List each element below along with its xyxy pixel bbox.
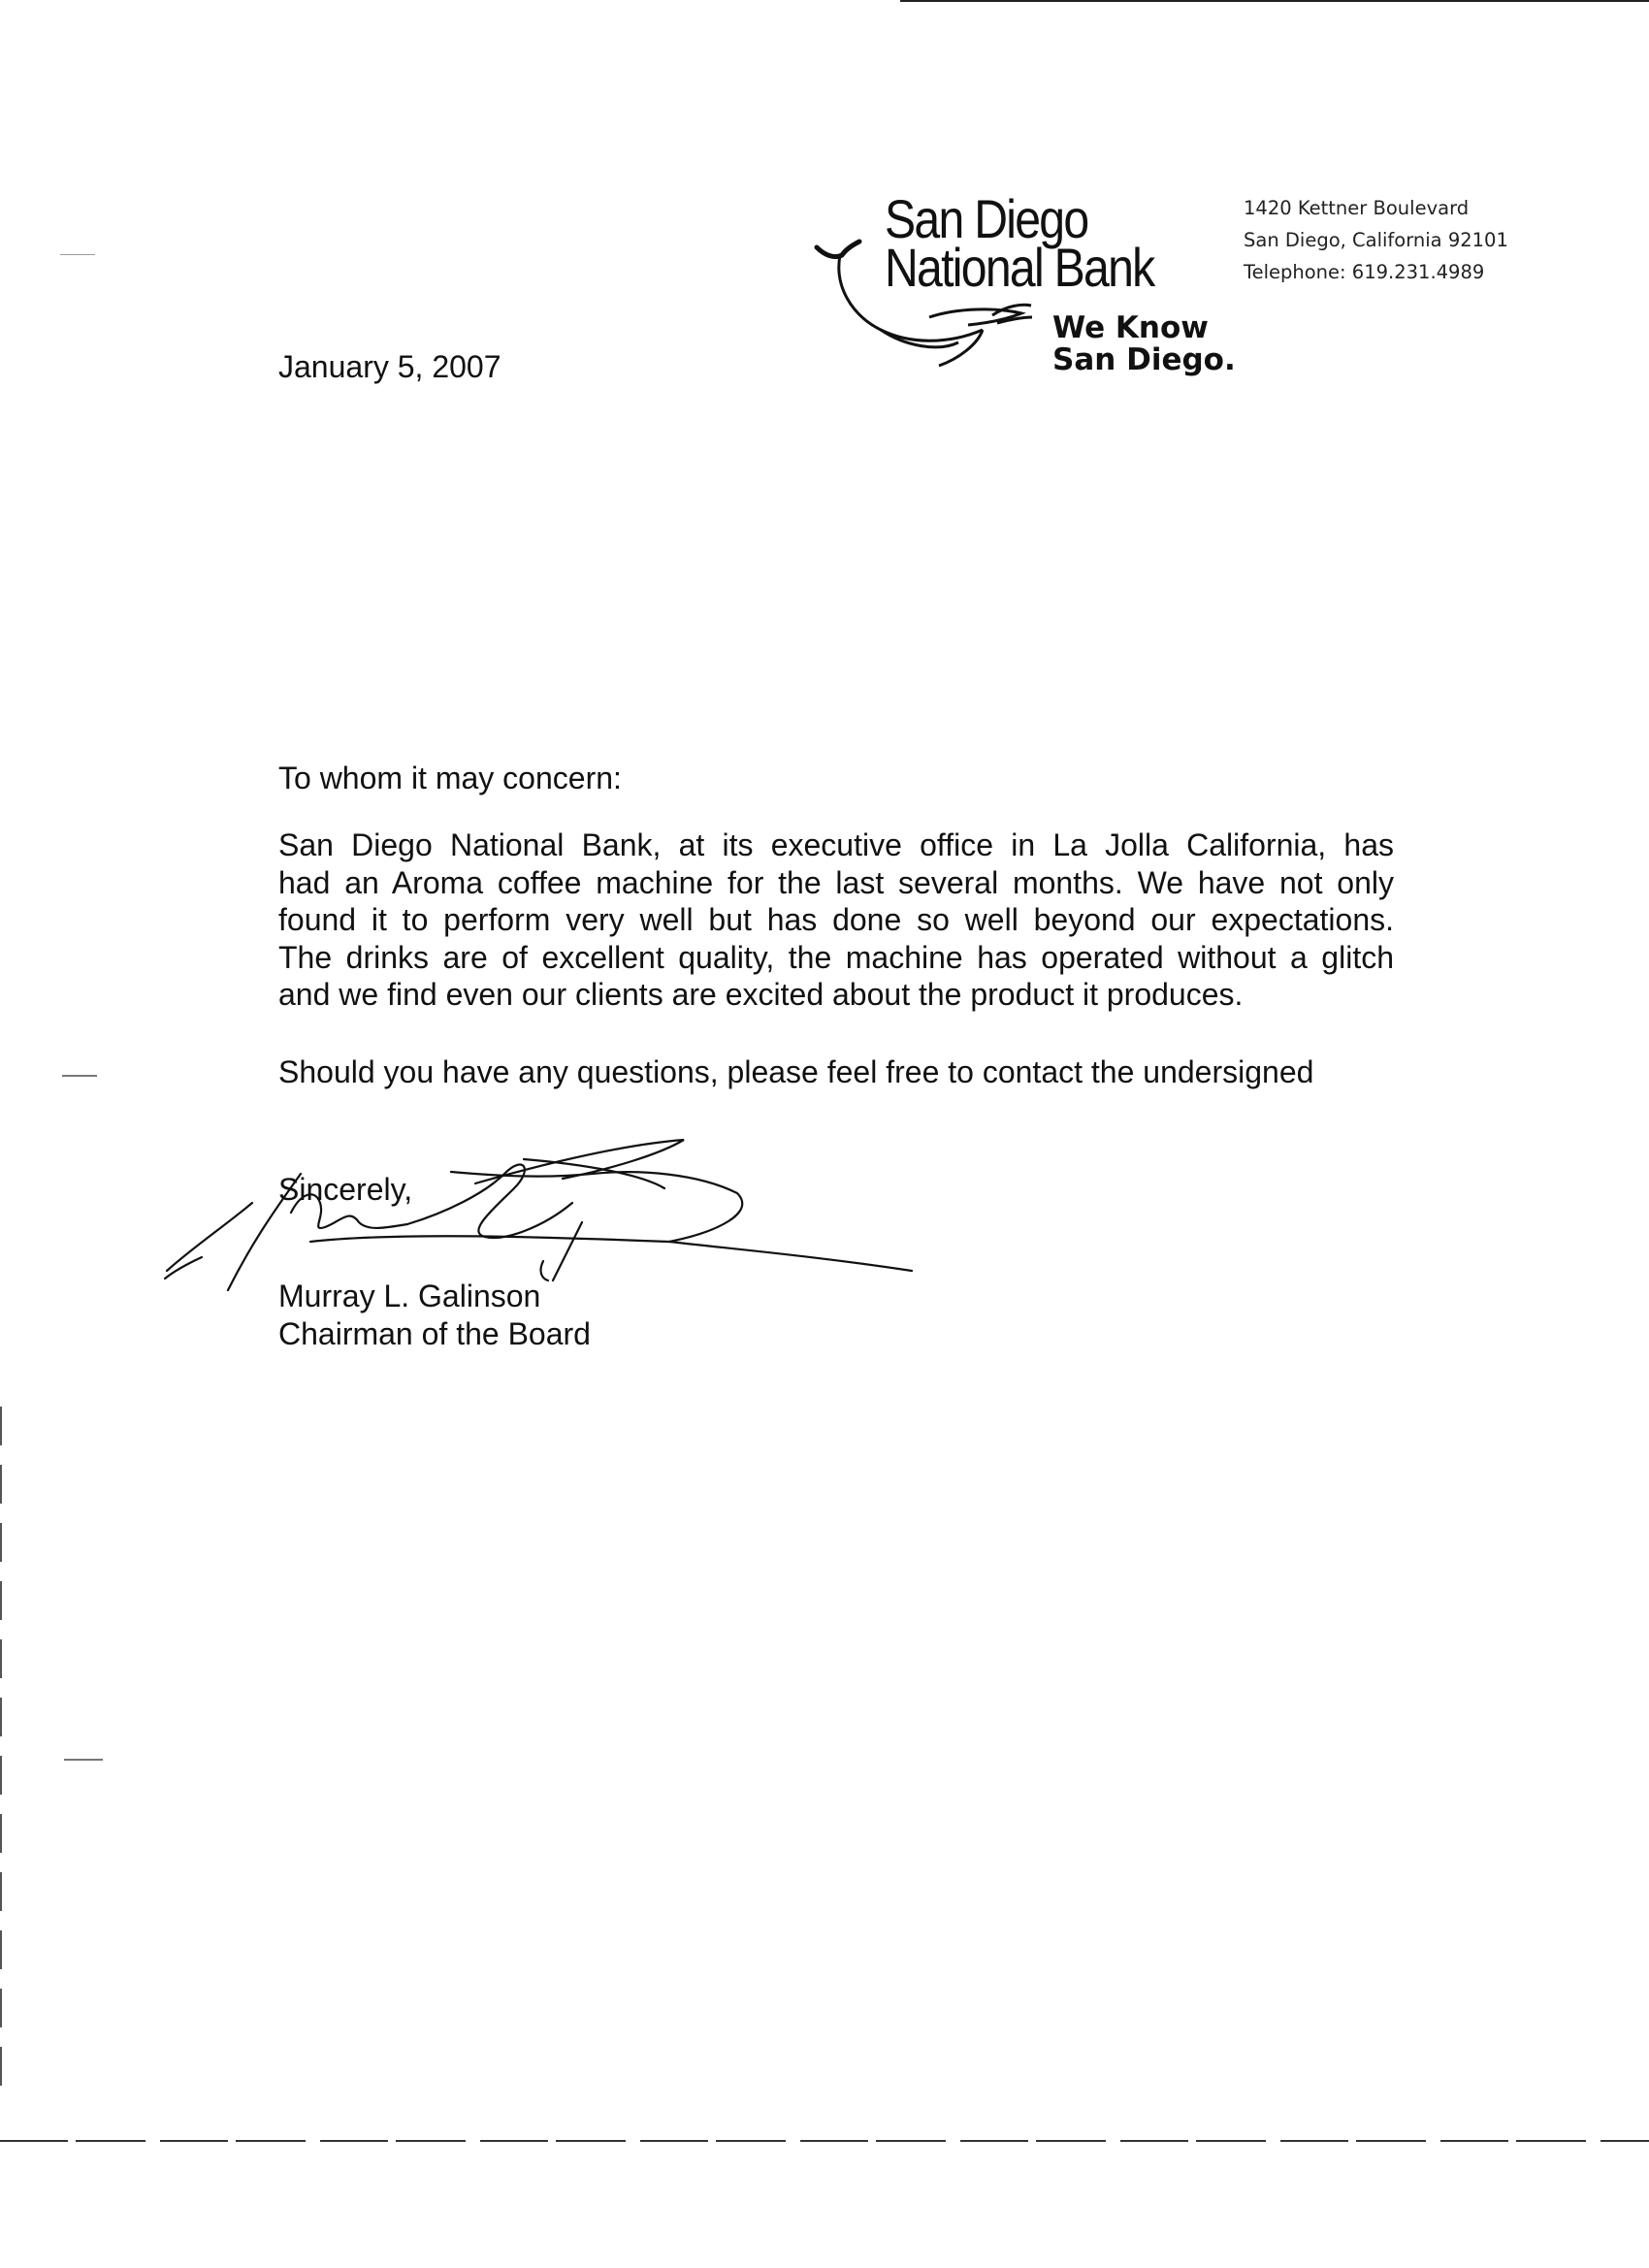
body-line: San Diego National Bank, at its executive office in La Jolla California, has: [278, 827, 1394, 862]
signer-name: Murray L. Galinson: [278, 1279, 541, 1313]
scan-left-edge: [0, 1407, 2, 2086]
closing-request: Should you have any questions, please feel free to contact the undersigned: [278, 1054, 1314, 1089]
scan-mark-1: [60, 254, 95, 255]
valediction: Sincerely,: [278, 1172, 413, 1207]
tagline-line2: San Diego.: [1052, 342, 1236, 377]
address-line-city: San Diego, California 92101: [1244, 229, 1508, 251]
salutation: To whom it may concern:: [278, 761, 622, 795]
scan-mark-3: [64, 1759, 103, 1761]
body-line: and we find even our clients are excited about the product it produces.: [278, 977, 1244, 1012]
signature-icon: [155, 1135, 931, 1310]
letter-date: January 5, 2007: [278, 349, 501, 384]
bank-name-line1: San Diego: [885, 188, 1088, 249]
body-line: found it to perform very well but has done so well beyond our expectations.: [278, 902, 1394, 937]
scan-top-edge: [900, 0, 1649, 2]
bank-name-line2: National Bank: [885, 237, 1154, 298]
signer-title: Chairman of the Board: [278, 1316, 591, 1351]
body-line: had an Aroma coffee machine for the last several months. We have not only: [278, 864, 1394, 900]
address-line-street: 1420 Kettner Boulevard: [1244, 197, 1470, 219]
letter-body: [278, 826, 1394, 1014]
tagline-line1: We Know: [1052, 310, 1209, 345]
scan-mark-2: [62, 1075, 97, 1077]
body-line: The drinks are of excellent quality, the machine has operated without a glitch: [278, 939, 1394, 975]
address-line-phone: Telephone: 619.231.4989: [1244, 261, 1485, 283]
scan-bottom-rule: [0, 2140, 1649, 2142]
